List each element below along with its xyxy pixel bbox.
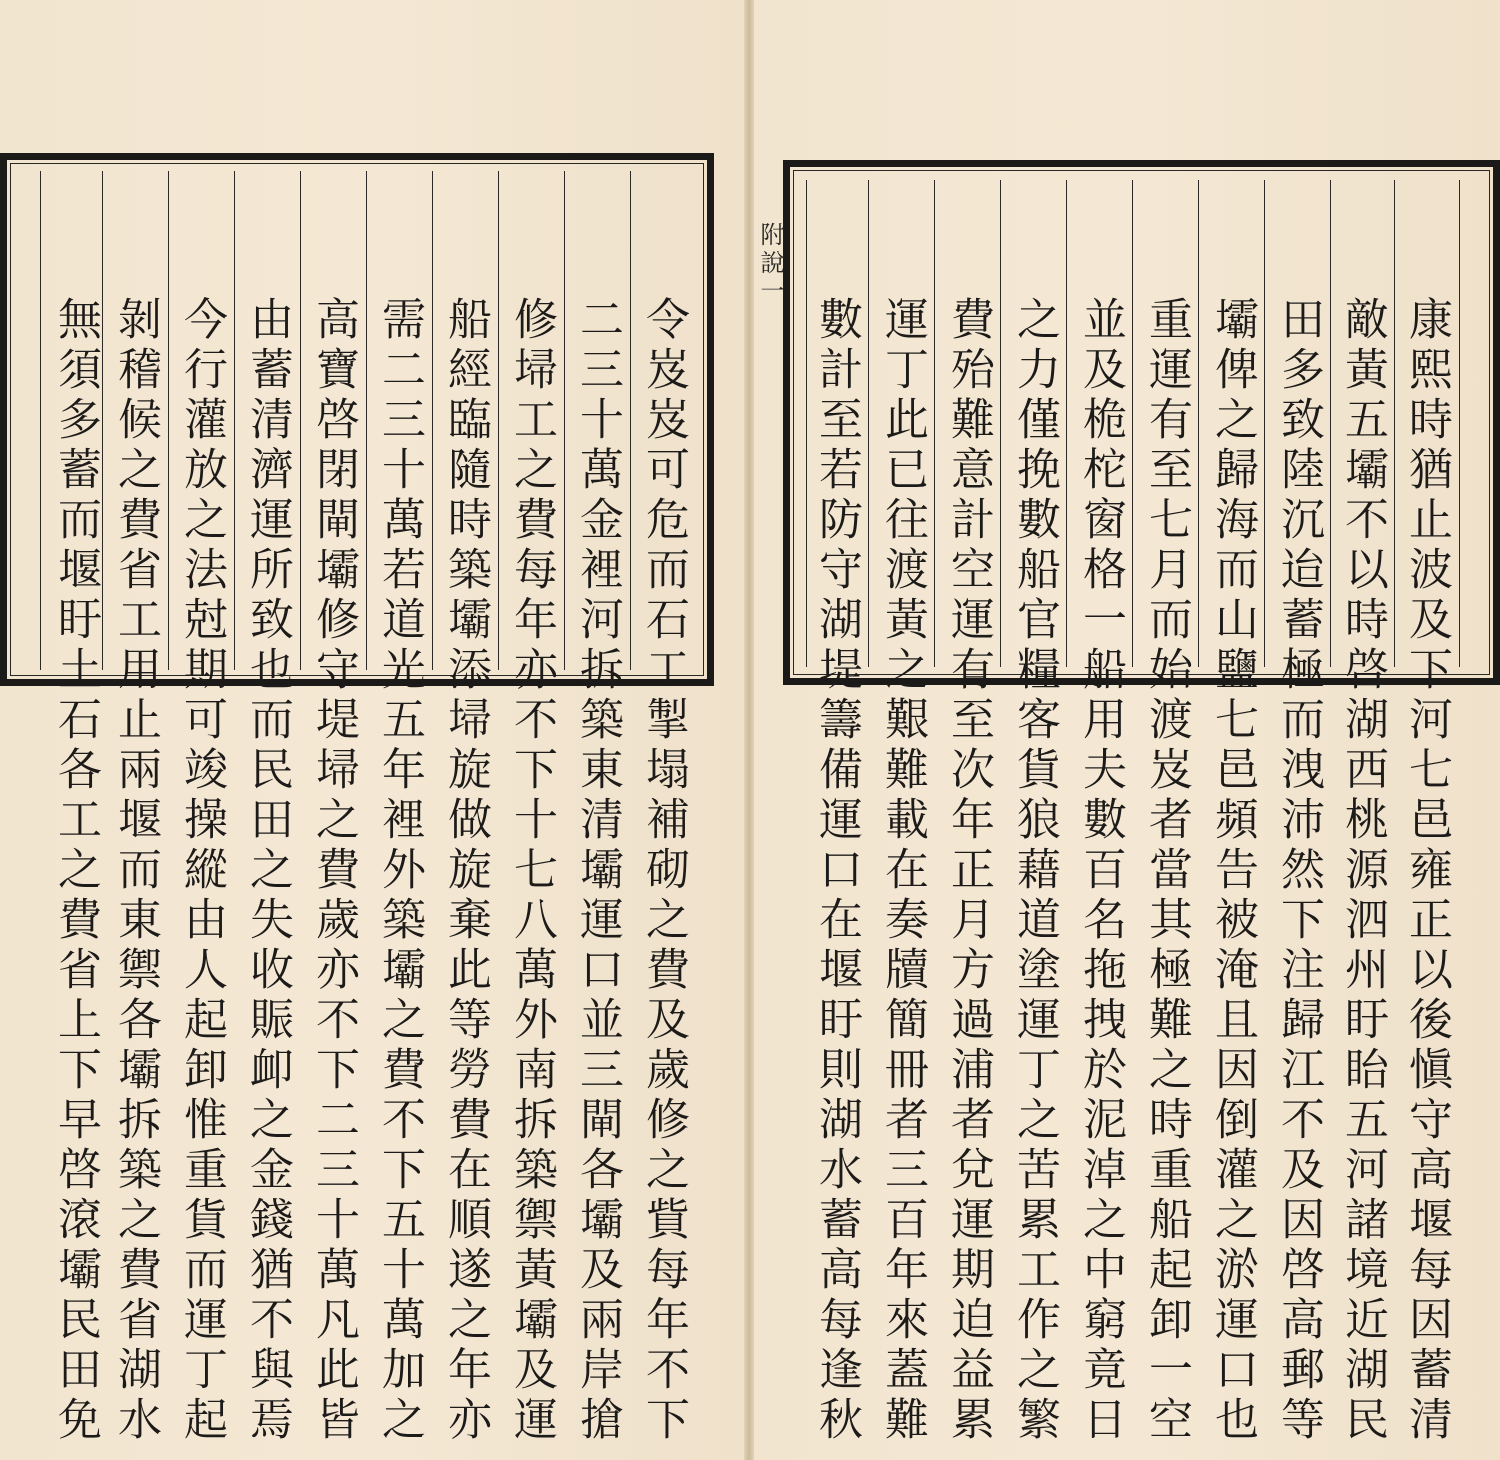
- text-column: 運丁此已往渡黃之艱難載在奏牘簡冊者三百年來蓋難: [877, 296, 928, 1446]
- text-column: 之力僅挽數船官糧客貨狼藉道塗運丁之苦累工作之繁: [1009, 296, 1060, 1446]
- column-rule: [40, 171, 41, 670]
- text-column: 費殆難意計空運有至次年正月方過浦者兌運期迫益累: [943, 296, 994, 1446]
- column-rule: [498, 171, 499, 670]
- text-column: 需二三十萬若道光五年裡外築壩之費不下五十萬加之: [374, 296, 425, 1446]
- fold-title: 附說一: [756, 222, 784, 306]
- column-rule: [432, 171, 433, 670]
- text-column: 壩俾之歸海而山鹽七邑頻告被淹且因倒灌之淤運口也: [1207, 296, 1258, 1446]
- column-rule: [366, 171, 367, 670]
- text-column: 敵黃五壩不以時啓湖西桃源泗州盱眙五河諸境近湖民: [1337, 296, 1388, 1446]
- column-rule: [630, 171, 631, 670]
- column-rule: [300, 171, 301, 670]
- text-column: 無須多蓄而堰盱土石各工之費省上下早啓滾壩民田免: [50, 296, 101, 1446]
- text-column: 令岌岌可危而石工掣塌補砌之費及歲修之貲每年不下: [638, 296, 689, 1446]
- text-column: 康熙時猶止波及下河七邑雍正以後愼守高堰每因蓄清: [1401, 296, 1452, 1446]
- text-column: 剝稽候之費省工用止兩堰而東禦各壩拆築之費省湖水: [110, 296, 161, 1446]
- column-rule: [1264, 180, 1265, 667]
- text-column: 船經臨隨時築壩添埽旋做旋棄此等勞費在順遂之年亦: [440, 296, 491, 1446]
- text-column: 高寶啓閉閘壩修守堤埽之費歲亦不下二三十萬凡此皆: [308, 296, 359, 1446]
- column-rule: [234, 171, 235, 670]
- text-column: 田多致陸沉迨蓄極而洩沛然下注歸江不及因啓高郵等: [1273, 296, 1324, 1446]
- column-rule: [564, 171, 565, 670]
- column-rule: [1000, 180, 1001, 667]
- column-rule: [168, 171, 169, 670]
- column-rule: [1198, 180, 1199, 667]
- column-rule: [1066, 180, 1067, 667]
- column-rule: [1132, 180, 1133, 667]
- text-column: 數計至若防守湖堤籌備運口在堰盱則湖水蓄高每逢秋: [811, 296, 862, 1446]
- column-rule: [868, 180, 869, 667]
- text-column: 由蓄清濟運所致也而民田之失收賑卹之金錢猶不與焉: [242, 296, 293, 1446]
- text-column: 重運有至七月而始渡岌者當其極難之時重船起卸一空: [1141, 296, 1192, 1446]
- text-column: 並及桅柁窗格一船用夫數百名拖拽於泥淖之中窮竟日: [1075, 296, 1126, 1446]
- column-rule: [934, 180, 935, 667]
- text-column: 修埽工之費每年亦不下十七八萬外南拆築禦黃壩及運: [506, 296, 557, 1446]
- book-gutter: [744, 0, 754, 1460]
- text-column: 二三十萬金裡河拆築東清壩運口並三閘各壩及兩岸搶: [572, 296, 623, 1446]
- column-rule: [1459, 180, 1460, 667]
- text-column: 今行灌放之法尅期可竣操縱由人起卸惟重貨而運丁起: [176, 296, 227, 1446]
